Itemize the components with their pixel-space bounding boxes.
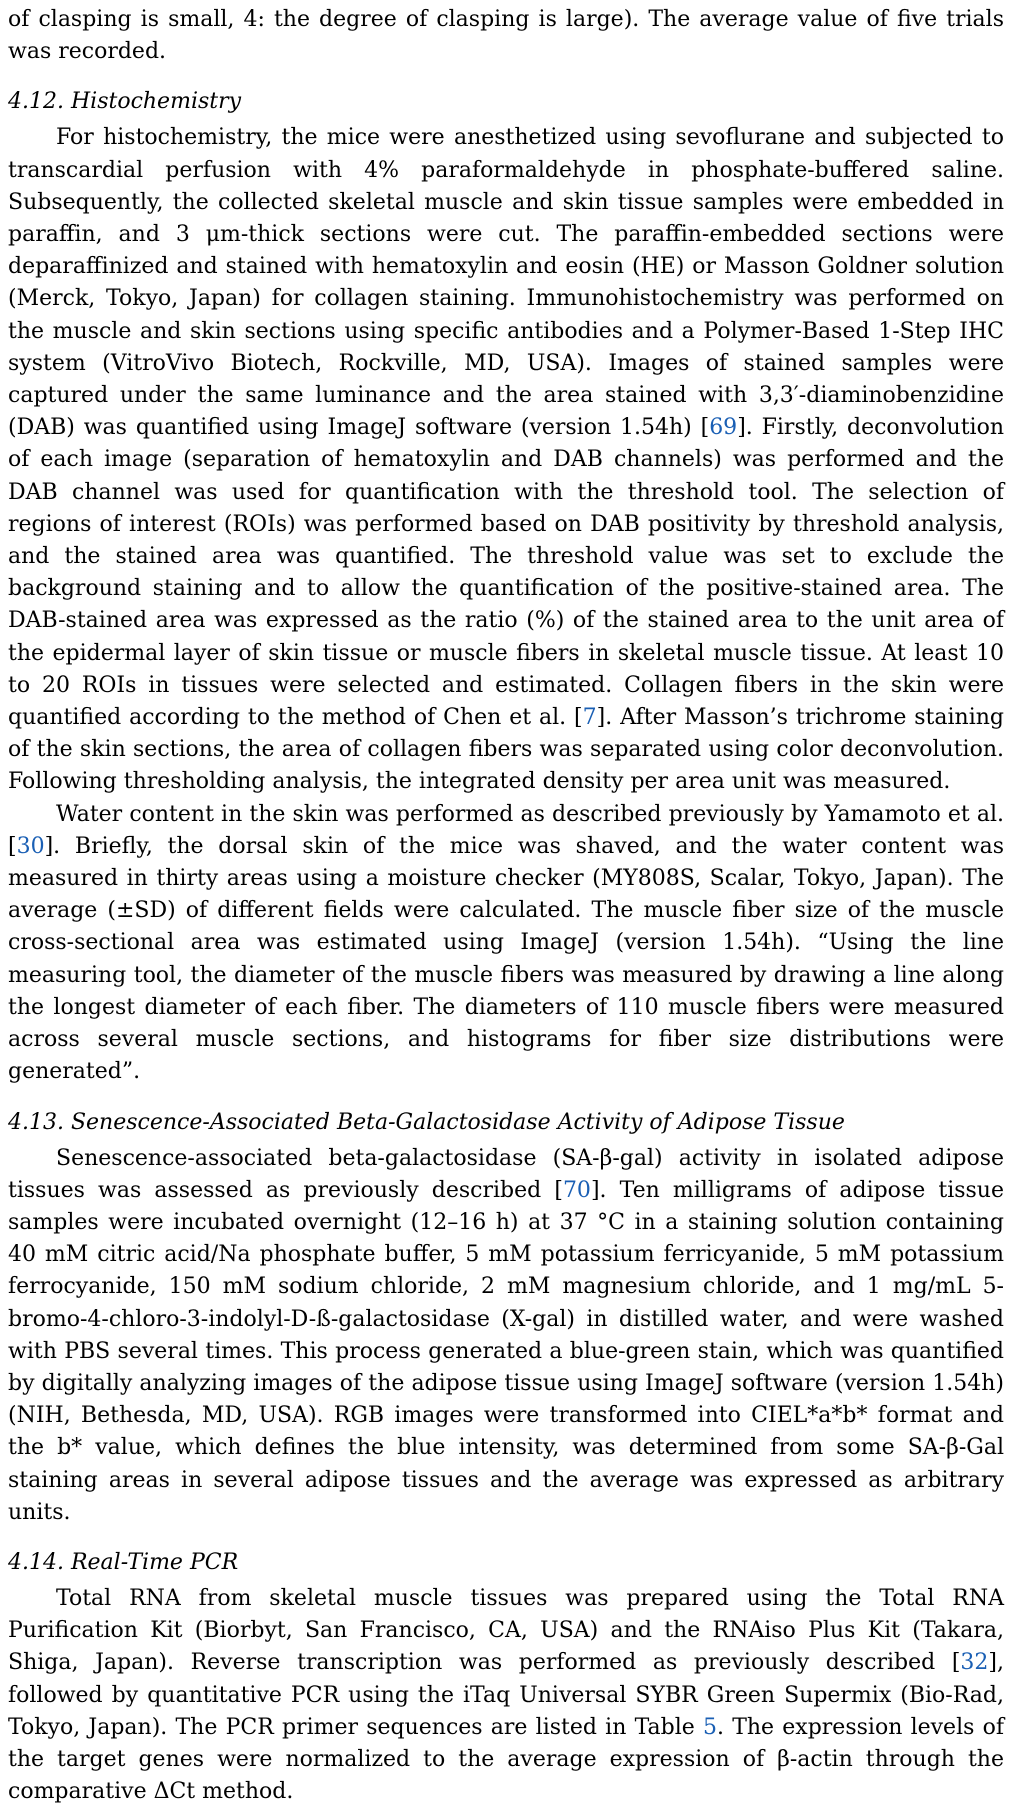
text-run: ]. Briefly, the dorsal skin of the mice was shaved, and the water content was measured in thirty areas using a moisture checker (MY808S, Scalar, Tokyo, Japan). The average (±SD) of different fields were calculated. The muscle fiber size of the muscle cross-sectional area was estimated using ImageJ (version 1.54h). “Using the line measuring tool, the diameter of the muscle fibers was measured by drawing a line along the longest diameter of each fiber. The diameters of 110 muscle fibers were measured across several muscle sections, and histograms for fiber size distributions were generated”. bbox=[8, 833, 1004, 1085]
citation-link-30[interactable]: 30 bbox=[16, 833, 45, 859]
citation-link-70[interactable]: 70 bbox=[562, 1177, 591, 1203]
paragraph-real-time-pcr bbox=[8, 1583, 1004, 1808]
section-heading-sa-beta-gal: 4.13. Senescence-Associated Beta-Galactosidase Activity of Adipose Tissue bbox=[8, 1109, 845, 1135]
paragraph-sa-beta-gal bbox=[8, 1143, 1004, 1529]
citation-link-69[interactable]: 69 bbox=[709, 415, 738, 441]
citation-link-32[interactable]: 32 bbox=[960, 1650, 989, 1676]
text-run: ]. After Masson’s trichrome staining of the skin sections, the area of collagen fibers was separated using color deconvolution. Following thresholding analysis, the integrated density per area unit was measured. bbox=[8, 705, 1004, 795]
text-run: Senescence-associated beta-galactosidase (SA-β-gal) activity in isolated adipose tissues was assessed as previously described [ bbox=[8, 1145, 1004, 1203]
text-run: . The expression levels of the target genes were normalized to the average expression of β-actin through the comparative ΔCt method. bbox=[8, 1714, 1004, 1805]
paragraph-histochemistry-methods bbox=[8, 122, 1004, 798]
citation-link-7[interactable]: 7 bbox=[582, 705, 597, 731]
table-link-5[interactable]: 5 bbox=[703, 1714, 718, 1740]
text-run: ], followed by quantitative PCR using the iTaq Universal SYBR Green Supermix (Bio-Rad, Tokyo, Japan). The PCR primer sequences are listed in Table bbox=[8, 1650, 1004, 1740]
fragment-paragraph: of clasping is small, 4: the degree of clasping is large). The average value of five trials was recorded. bbox=[8, 7, 1004, 65]
section-heading-histochemistry: 4.12. Histochemistry bbox=[8, 89, 242, 115]
text-run: Water content in the skin was performed as described previously by Yamamoto et al. [ bbox=[8, 801, 1004, 859]
paragraph-water-content bbox=[8, 799, 1004, 1089]
text-run: For histochemistry, the mice were anesthetized using sevoflurane and subjected to transcardial perfusion with 4% paraformaldehyde in phosphate-buffered saline. Subsequently, the collected skeletal muscle and skin tissue samples were embedded in paraffin, and 3 μm-thick sections were cut. The paraffin-embedded sections were deparaffinized and stained with hematoxylin and eosin (HE) or Masson Goldner solution (Merck, Tokyo, Japan) for collagen staining. Immunohistochemistry was performed on the muscle and skin sections using specific antibodies and a Polymer-Based 1-Step IHC system (VitroVivo Biotech, Rockville, MD, USA). Images of stained samples were captured under the same luminance and the area stained with 3,3′-diaminobenzidine (DAB) was quantified using ImageJ software (version 1.54h) [ bbox=[8, 125, 1004, 441]
text-run: Total RNA from skeletal muscle tissues was prepared using the Total RNA Purification Kit (Biorbyt, San Francisco, CA, USA) and the RNAiso Plus Kit (Takara, Shiga, Japan). Reverse transcription was performed as previously described [ bbox=[8, 1585, 1004, 1676]
text-run: ]. Ten milligrams of adipose tissue samples were incubated overnight (12–16 h) at 37 °C in a staining solution containing 40 mM citric acid/Na phosphate buffer, 5 mM potassium ferricyanide, 5 mM potassium ferrocyanide, 150 mM sodium chloride, 2 mM magnesium chloride, and 1 mg/mL 5-bromo-4-chloro-3-indolyl-D-ß-galactosidase (X-gal) in distilled water, and were washed with PBS several times. This process generated a blue-green stain, which was quantified by digitally analyzing images of the adipose tissue using ImageJ software (version 1.54h) (NIH, Bethesda, MD, USA). RGB images were transformed into CIEL*a*b* format and the b* value, which defines the blue intensity, was determined from some SA-β-Gal staining areas in several adipose tissues and the average was expressed as arbitrary units. bbox=[8, 1177, 1004, 1525]
text-run: ]. Firstly, deconvolution of each image (separation of hematoxylin and DAB channels) was performed and the DAB channel was used for quantification with the threshold tool. The selection of regions of interest (ROIs) was performed based on DAB positivity by threshold analysis, and the stained area was quantified. The threshold value was set to exclude the background staining and to allow the quantification of the positive-stained area. The DAB-stained area was expressed as the ratio (%) of the stained area to the unit area of the epidermal layer of skin tissue or muscle fibers in skeletal muscle tissue. At least 10 to 20 ROIs in tissues were selected and estimated. Collagen fibers in the skin were quantified according to the method of Chen et al. [ bbox=[8, 415, 1004, 731]
section-heading-real-time-pcr: 4.14. Real-Time PCR bbox=[8, 1549, 239, 1575]
